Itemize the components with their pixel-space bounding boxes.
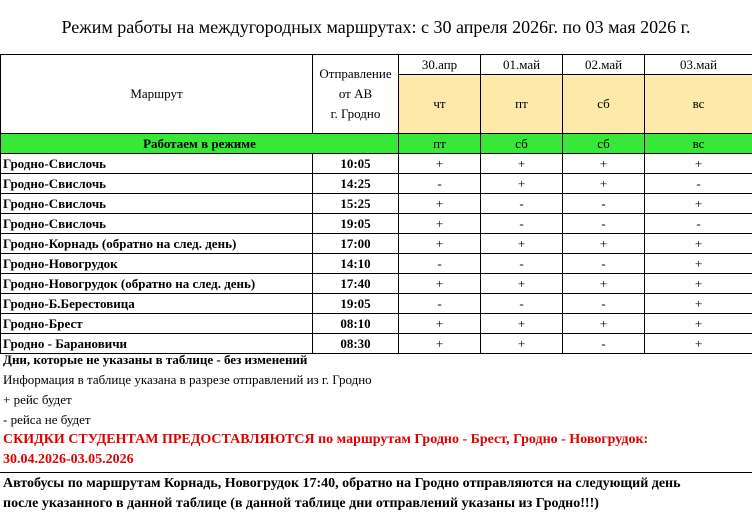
trip-mark: - [481, 294, 563, 314]
departure-time: 08:30 [313, 334, 399, 354]
trip-mark: - [399, 254, 481, 274]
route-name: Гродно-Свислочь [1, 194, 313, 214]
trip-mark: + [399, 274, 481, 294]
note-unchanged: Дни, которые не указаны в таблице - без изменений [3, 352, 308, 367]
trip-mark: + [645, 274, 752, 294]
trip-mark: - [563, 214, 645, 234]
trip-mark: + [399, 194, 481, 214]
student-discount-line-1: СКИДКИ СТУДЕНТАМ ПРЕДОСТАВЛЯЮТСЯ по маршрутам Гродно - Брест, Гродно - Новогрудок: [3, 432, 649, 447]
operating-mode-day: пт [399, 134, 481, 154]
trip-mark: + [645, 334, 752, 354]
trip-mark: - [563, 334, 645, 354]
departure-time: 19:05 [313, 214, 399, 234]
route-name: Гродно-Свислочь [1, 174, 313, 194]
route-name: Гродно-Новогрудок (обратно на след. день) [1, 274, 313, 294]
table-row [1, 334, 752, 354]
trip-mark: + [563, 154, 645, 174]
trip-mark: - [399, 294, 481, 314]
table-row [1, 234, 752, 254]
trip-mark: - [563, 254, 645, 274]
trip-mark: - [481, 194, 563, 214]
trip-mark: - [399, 174, 481, 194]
weekday-header: сб [563, 75, 645, 134]
departure-time: 10:05 [313, 154, 399, 174]
route-name: Гродно - Барановичи [1, 334, 313, 354]
operating-mode-day: сб [563, 134, 645, 154]
trip-mark: + [481, 234, 563, 254]
trip-mark: + [481, 174, 563, 194]
next-day-notice-line-2: после указанного в данной таблице (в данной таблице дни отправлений указаны из Гродно!!!) [3, 496, 599, 511]
trip-mark: + [481, 334, 563, 354]
trip-mark: - [563, 294, 645, 314]
trip-mark: + [399, 334, 481, 354]
trip-mark: + [645, 194, 752, 214]
trip-mark: - [481, 214, 563, 234]
page-title: Режим работы на междугородных маршрутах: с 30 апреля 2026г. по 03 мая 2026 г. [61, 16, 691, 37]
next-day-notice-line-1: Автобусы по маршрутам Корнадь, Новогрудок 17:40, обратно на Гродно отправляются на следующий день [3, 476, 681, 491]
date-header-row [1, 55, 752, 75]
trip-mark: + [481, 274, 563, 294]
table-row [1, 294, 752, 314]
departure-time: 14:25 [313, 174, 399, 194]
trip-mark: + [399, 234, 481, 254]
table-row [1, 154, 752, 174]
operating-mode-label: Работаем в режиме [1, 134, 399, 154]
note-info: Информация в таблице указана в разрезе отправлений из г. Гродно [3, 372, 372, 387]
operating-mode-day: сб [481, 134, 563, 154]
trip-mark: + [645, 154, 752, 174]
trip-mark: + [563, 314, 645, 334]
weekday-header: чт [399, 75, 481, 134]
table-row [1, 254, 752, 274]
trip-mark: + [399, 214, 481, 234]
schedule-table [0, 54, 752, 354]
departure-label-line-1: Отправление [319, 66, 392, 81]
trip-mark: + [645, 314, 752, 334]
route-name: Гродно-Свислочь [1, 154, 313, 174]
departure-time: 08:10 [313, 314, 399, 334]
route-column-header: Маршрут [1, 55, 313, 134]
trip-mark: + [563, 274, 645, 294]
table-row [1, 314, 752, 334]
date-header: 01.май [481, 55, 563, 75]
trip-mark: + [645, 234, 752, 254]
departure-time: 17:00 [313, 234, 399, 254]
route-name: Гродно-Брест [1, 314, 313, 334]
table-row [1, 194, 752, 214]
table-row [1, 214, 752, 234]
date-header: 30.апр [399, 55, 481, 75]
trip-mark: + [563, 234, 645, 254]
trip-mark: + [399, 314, 481, 334]
departure-time: 14:10 [313, 254, 399, 274]
date-header: 03.май [645, 55, 752, 75]
route-name: Гродно-Свислочь [1, 214, 313, 234]
trip-mark: + [481, 314, 563, 334]
operating-mode-day: вс [645, 134, 752, 154]
departure-column-header [313, 55, 399, 134]
date-header: 02.май [563, 55, 645, 75]
trip-mark: - [481, 254, 563, 274]
trip-mark: + [563, 174, 645, 194]
departure-time: 19:05 [313, 294, 399, 314]
operating-mode-row [1, 134, 752, 154]
trip-mark: - [645, 214, 752, 234]
table-row [1, 274, 752, 294]
route-name: Гродно-Новогрудок [1, 254, 313, 274]
departure-label-line-3: г. Гродно [330, 106, 381, 121]
trip-mark: + [399, 154, 481, 174]
trip-mark: + [481, 154, 563, 174]
note-plus-legend: + рейс будет [3, 392, 72, 407]
weekday-header: пт [481, 75, 563, 134]
trip-mark: + [645, 254, 752, 274]
departure-time: 17:40 [313, 274, 399, 294]
note-minus-legend: - рейса не будет [3, 412, 91, 427]
student-discount-line-2: 30.04.2026-03.05.2026 [3, 452, 134, 467]
table-row [1, 174, 752, 194]
divider [0, 472, 752, 473]
departure-time: 15:25 [313, 194, 399, 214]
route-name: Гродно-Корнадь (обратно на след. день) [1, 234, 313, 254]
route-name: Гродно-Б.Берестовица [1, 294, 313, 314]
trip-mark: + [645, 294, 752, 314]
departure-label-line-2: от АВ [338, 86, 373, 101]
trip-mark: - [645, 174, 752, 194]
weekday-header: вс [645, 75, 752, 134]
trip-mark: - [563, 194, 645, 214]
